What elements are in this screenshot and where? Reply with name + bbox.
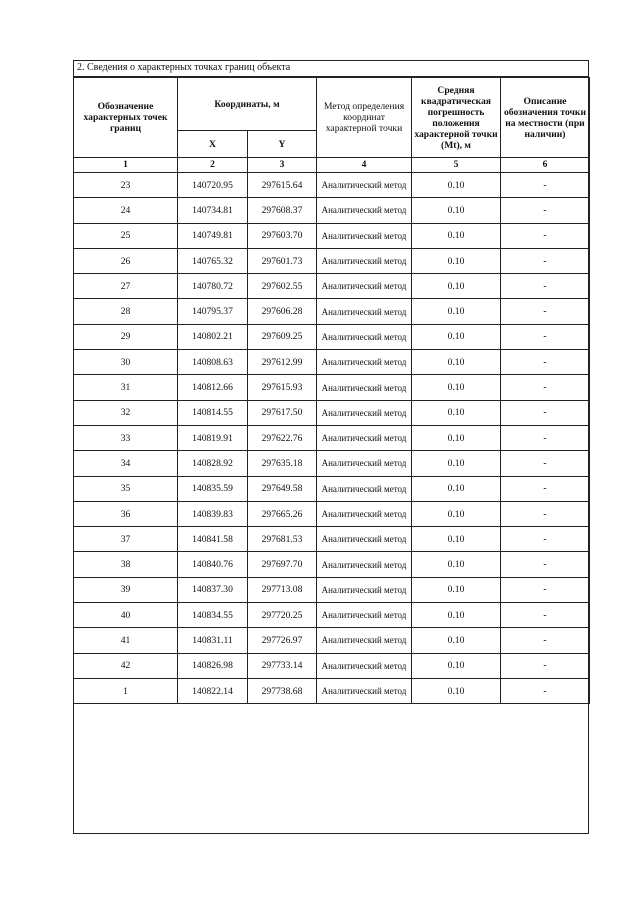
y-coordinate-cell: 297635.18 — [248, 451, 317, 476]
point-id-cell: 26 — [74, 248, 178, 273]
x-coordinate-cell: 140841.58 — [178, 527, 248, 552]
accuracy-cell: 0.10 — [412, 527, 501, 552]
table-row — [74, 451, 590, 476]
y-coordinate-cell: 297713.08 — [248, 577, 317, 602]
table-row — [74, 678, 590, 703]
point-id-cell: 29 — [74, 324, 178, 349]
x-coordinate-cell: 140828.92 — [178, 451, 248, 476]
accuracy-cell: 0.10 — [412, 299, 501, 324]
accuracy-cell: 0.10 — [412, 577, 501, 602]
point-id-cell: 41 — [74, 628, 178, 653]
y-coordinate-cell: 297617.50 — [248, 400, 317, 425]
point-id-cell: 32 — [74, 400, 178, 425]
x-coordinate-cell: 140819.91 — [178, 425, 248, 450]
x-coordinate-cell: 140720.95 — [178, 173, 248, 198]
header-method: Метод определения координат характерной точки — [317, 78, 412, 158]
point-id-cell: 24 — [74, 198, 178, 223]
table-row — [74, 552, 590, 577]
y-coordinate-cell: 297622.76 — [248, 425, 317, 450]
point-id-cell: 30 — [74, 350, 178, 375]
accuracy-cell: 0.10 — [412, 628, 501, 653]
description-cell: - — [501, 425, 590, 450]
method-cell: Аналитический метод — [317, 248, 412, 273]
method-cell: Аналитический метод — [317, 324, 412, 349]
table-row — [74, 350, 590, 375]
point-id-cell: 42 — [74, 653, 178, 678]
table-row — [74, 653, 590, 678]
description-cell: - — [501, 527, 590, 552]
description-cell: - — [501, 248, 590, 273]
accuracy-cell: 0.10 — [412, 223, 501, 248]
table-row — [74, 476, 590, 501]
method-cell: Аналитический метод — [317, 577, 412, 602]
header-coordinates: Координаты, м — [178, 78, 317, 131]
accuracy-cell: 0.10 — [412, 552, 501, 577]
x-coordinate-cell: 140835.59 — [178, 476, 248, 501]
y-coordinate-cell: 297697.70 — [248, 552, 317, 577]
accuracy-cell: 0.10 — [412, 603, 501, 628]
description-cell: - — [501, 628, 590, 653]
accuracy-cell: 0.10 — [412, 400, 501, 425]
x-coordinate-cell: 140780.72 — [178, 274, 248, 299]
point-id-cell: 38 — [74, 552, 178, 577]
y-coordinate-cell: 297615.93 — [248, 375, 317, 400]
description-cell: - — [501, 173, 590, 198]
accuracy-cell: 0.10 — [412, 173, 501, 198]
description-cell: - — [501, 476, 590, 501]
method-cell: Аналитический метод — [317, 198, 412, 223]
x-coordinate-cell: 140837.30 — [178, 577, 248, 602]
y-coordinate-cell: 297606.28 — [248, 299, 317, 324]
accuracy-cell: 0.10 — [412, 350, 501, 375]
x-coordinate-cell: 140802.21 — [178, 324, 248, 349]
accuracy-cell: 0.10 — [412, 476, 501, 501]
table-row — [74, 324, 590, 349]
x-coordinate-cell: 140812.66 — [178, 375, 248, 400]
x-coordinate-cell: 140834.55 — [178, 603, 248, 628]
x-coordinate-cell: 140839.83 — [178, 501, 248, 526]
point-id-cell: 1 — [74, 678, 178, 703]
y-coordinate-cell: 297603.70 — [248, 223, 317, 248]
x-coordinate-cell: 140822.14 — [178, 678, 248, 703]
accuracy-cell: 0.10 — [412, 425, 501, 450]
description-cell: - — [501, 400, 590, 425]
table-row — [74, 501, 590, 526]
description-cell: - — [501, 552, 590, 577]
description-cell: - — [501, 223, 590, 248]
point-id-cell: 27 — [74, 274, 178, 299]
table-row — [74, 375, 590, 400]
y-coordinate-cell: 297738.68 — [248, 678, 317, 703]
method-cell: Аналитический метод — [317, 451, 412, 476]
table-row — [74, 400, 590, 425]
column-number: 1 — [74, 158, 178, 173]
table-row — [74, 577, 590, 602]
method-cell: Аналитический метод — [317, 173, 412, 198]
description-cell: - — [501, 653, 590, 678]
description-cell: - — [501, 451, 590, 476]
table-row — [74, 198, 590, 223]
header-designation: Обозначение характерных точек границ — [74, 78, 178, 158]
x-coordinate-cell: 140765.32 — [178, 248, 248, 273]
column-number: 4 — [317, 158, 412, 173]
x-coordinate-cell: 140831.11 — [178, 628, 248, 653]
accuracy-cell: 0.10 — [412, 248, 501, 273]
point-id-cell: 36 — [74, 501, 178, 526]
x-coordinate-cell: 140808.63 — [178, 350, 248, 375]
description-cell: - — [501, 501, 590, 526]
accuracy-cell: 0.10 — [412, 375, 501, 400]
table-row — [74, 628, 590, 653]
description-cell: - — [501, 299, 590, 324]
x-coordinate-cell: 140749.81 — [178, 223, 248, 248]
header-accuracy: Средняя квадратическая погрешность положения характерной точки (Mt), м — [412, 78, 501, 158]
accuracy-cell: 0.10 — [412, 274, 501, 299]
table-row — [74, 299, 590, 324]
method-cell: Аналитический метод — [317, 375, 412, 400]
x-coordinate-cell: 140840.76 — [178, 552, 248, 577]
description-cell: - — [501, 678, 590, 703]
table-row — [74, 603, 590, 628]
header-x: X — [178, 131, 248, 158]
method-cell: Аналитический метод — [317, 400, 412, 425]
table-row — [74, 527, 590, 552]
y-coordinate-cell: 297720.25 — [248, 603, 317, 628]
method-cell: Аналитический метод — [317, 476, 412, 501]
y-coordinate-cell: 297665.26 — [248, 501, 317, 526]
y-coordinate-cell: 297601.73 — [248, 248, 317, 273]
method-cell: Аналитический метод — [317, 653, 412, 678]
accuracy-cell: 0.10 — [412, 501, 501, 526]
description-cell: - — [501, 350, 590, 375]
description-cell: - — [501, 274, 590, 299]
column-number: 2 — [178, 158, 248, 173]
header-y: Y — [248, 131, 317, 158]
point-id-cell: 34 — [74, 451, 178, 476]
point-id-cell: 31 — [74, 375, 178, 400]
accuracy-cell: 0.10 — [412, 324, 501, 349]
method-cell: Аналитический метод — [317, 350, 412, 375]
y-coordinate-cell: 297608.37 — [248, 198, 317, 223]
method-cell: Аналитический метод — [317, 299, 412, 324]
table-row — [74, 248, 590, 273]
accuracy-cell: 0.10 — [412, 198, 501, 223]
description-cell: - — [501, 375, 590, 400]
header-description: Описание обозначения точки на местности (при наличии) — [501, 78, 590, 158]
boundary-points-table — [73, 77, 590, 704]
y-coordinate-cell: 297649.58 — [248, 476, 317, 501]
accuracy-cell: 0.10 — [412, 451, 501, 476]
method-cell: Аналитический метод — [317, 603, 412, 628]
table-row — [74, 274, 590, 299]
point-id-cell: 37 — [74, 527, 178, 552]
table-row — [74, 223, 590, 248]
point-id-cell: 23 — [74, 173, 178, 198]
table-row — [74, 425, 590, 450]
method-cell: Аналитический метод — [317, 425, 412, 450]
x-coordinate-cell: 140795.37 — [178, 299, 248, 324]
y-coordinate-cell: 297615.64 — [248, 173, 317, 198]
table-row — [74, 173, 590, 198]
x-coordinate-cell: 140734.81 — [178, 198, 248, 223]
method-cell: Аналитический метод — [317, 527, 412, 552]
description-cell: - — [501, 324, 590, 349]
x-coordinate-cell: 140826.98 — [178, 653, 248, 678]
method-cell: Аналитический метод — [317, 552, 412, 577]
y-coordinate-cell: 297602.55 — [248, 274, 317, 299]
method-cell: Аналитический метод — [317, 628, 412, 653]
method-cell: Аналитический метод — [317, 501, 412, 526]
accuracy-cell: 0.10 — [412, 678, 501, 703]
y-coordinate-cell: 297726.97 — [248, 628, 317, 653]
method-cell: Аналитический метод — [317, 678, 412, 703]
point-id-cell: 39 — [74, 577, 178, 602]
point-id-cell: 33 — [74, 425, 178, 450]
point-id-cell: 35 — [74, 476, 178, 501]
column-number: 5 — [412, 158, 501, 173]
column-number: 3 — [248, 158, 317, 173]
y-coordinate-cell: 297612.99 — [248, 350, 317, 375]
method-cell: Аналитический метод — [317, 274, 412, 299]
point-id-cell: 28 — [74, 299, 178, 324]
method-cell: Аналитический метод — [317, 223, 412, 248]
accuracy-cell: 0.10 — [412, 653, 501, 678]
y-coordinate-cell: 297733.14 — [248, 653, 317, 678]
description-cell: - — [501, 603, 590, 628]
column-number: 6 — [501, 158, 590, 173]
description-cell: - — [501, 198, 590, 223]
section-title: 2. Сведения о характерных точках границ объекта — [73, 60, 589, 77]
description-cell: - — [501, 577, 590, 602]
x-coordinate-cell: 140814.55 — [178, 400, 248, 425]
y-coordinate-cell: 297609.25 — [248, 324, 317, 349]
y-coordinate-cell: 297681.53 — [248, 527, 317, 552]
point-id-cell: 25 — [74, 223, 178, 248]
point-id-cell: 40 — [74, 603, 178, 628]
